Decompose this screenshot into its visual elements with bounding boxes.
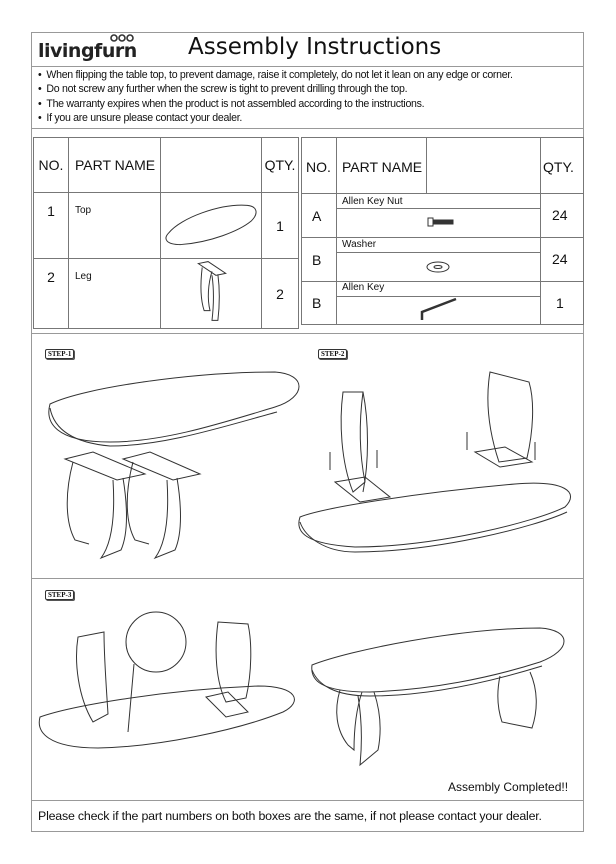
header-no: NO.	[34, 138, 69, 193]
table-top-image	[161, 193, 262, 259]
part-qty: 1	[262, 193, 299, 259]
step-1-label: STEP-1	[45, 349, 74, 359]
header-qty: QTY.	[262, 138, 299, 193]
notes-list	[38, 68, 513, 125]
header-part-name: PART NAME	[342, 159, 423, 175]
divider	[31, 333, 584, 334]
brand-logo: livingfurn	[38, 40, 137, 62]
part-no: 1	[34, 193, 69, 259]
note-item: • If you are unsure please contact your dealer.	[38, 111, 513, 125]
hardware-no: B	[312, 295, 322, 311]
header-qty: QTY.	[543, 159, 574, 175]
hardware-no: A	[312, 208, 322, 224]
step-3-illustration	[38, 602, 303, 762]
divider	[31, 578, 584, 579]
leg-image	[161, 259, 262, 329]
header-no: NO.	[306, 159, 331, 175]
hardware-qty: 1	[556, 295, 564, 311]
hardware-qty: 24	[552, 207, 568, 223]
header-image	[161, 138, 262, 193]
assembled-table-illustration	[310, 610, 575, 765]
step-1-illustration	[45, 362, 305, 572]
table-row	[34, 259, 299, 329]
divider	[31, 128, 584, 129]
washer-icon	[425, 260, 451, 274]
part-no: 2	[34, 259, 69, 329]
part-name: Top	[69, 193, 161, 259]
part-name: Leg	[69, 259, 161, 329]
divider	[31, 800, 584, 801]
hardware-qty: 24	[552, 251, 568, 267]
part-qty: 2	[262, 259, 299, 329]
table-row	[34, 193, 299, 259]
assembly-completed-text: Assembly Completed!!	[448, 780, 569, 794]
note-item: • When flipping the table top, to prevent damage, raise it completely, do not let it lean on any edge or corner.	[38, 68, 513, 82]
hardware-table	[301, 137, 584, 325]
step-3-label: STEP-3	[45, 590, 74, 600]
step-2-label: STEP-2	[318, 349, 347, 359]
page-title: Assembly Instructions	[188, 34, 442, 60]
hardware-name: Allen Key Nut	[342, 196, 403, 207]
parts-table	[33, 137, 299, 329]
allen-key-icon	[420, 296, 460, 322]
step-2-illustration	[295, 362, 585, 572]
hardware-no: B	[312, 252, 322, 268]
footer-note: Please check if the part numbers on both boxes are the same, if not please contact your dealer.	[38, 809, 542, 823]
hardware-name: Washer	[342, 239, 377, 250]
allen-key-nut-icon	[427, 217, 457, 227]
note-item: • Do not screw any further when the screw is tight to prevent drilling through the top.	[38, 82, 513, 96]
hardware-name: Allen Key	[342, 282, 385, 293]
divider	[31, 66, 584, 67]
header-part-name: PART NAME	[69, 138, 161, 193]
note-item: • The warranty expires when the product is not assembled according to the instructions.	[38, 97, 513, 111]
